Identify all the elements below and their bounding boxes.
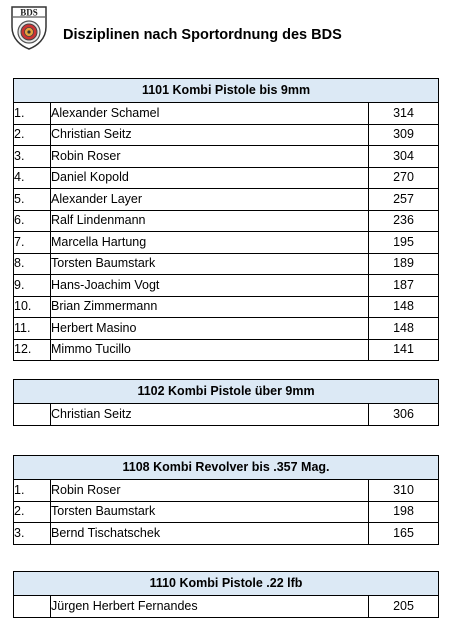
rank-cell: 11. (14, 318, 51, 340)
name-cell: Alexander Layer (51, 189, 369, 211)
table-row (14, 296, 439, 318)
rank-cell: 5. (14, 189, 51, 211)
logo-text: BDS (20, 7, 38, 18)
page-title: Disziplinen nach Sportordnung des BDS (63, 27, 342, 43)
table-row (14, 275, 439, 297)
table-row (14, 253, 439, 275)
points-cell: 187 (369, 275, 439, 297)
name-cell: Daniel Kopold (51, 167, 369, 189)
table-row (14, 232, 439, 254)
rank-cell: 2. (14, 124, 51, 146)
points-cell: 306 (369, 404, 439, 426)
rank-cell: 12. (14, 339, 51, 361)
discipline-heading: 1101 Kombi Pistole bis 9mm (14, 79, 439, 103)
points-cell: 148 (369, 296, 439, 318)
rank-cell: 10. (14, 296, 51, 318)
table-row (14, 339, 439, 361)
table-row (14, 146, 439, 168)
name-cell: Alexander Schamel (51, 103, 369, 125)
points-cell: 309 (369, 124, 439, 146)
rank-cell: 1. (14, 103, 51, 125)
table-row (14, 480, 439, 502)
name-cell: Torsten Baumstark (51, 501, 369, 523)
name-cell: Marcella Hartung (51, 232, 369, 254)
rank-cell: 3. (14, 523, 51, 545)
discipline-table-1110 (13, 571, 439, 618)
bds-logo (9, 5, 49, 51)
rank-cell: 1. (14, 480, 51, 502)
discipline-heading: 1110 Kombi Pistole .22 lfb (14, 572, 439, 596)
table-row (14, 124, 439, 146)
name-cell: Robin Roser (51, 146, 369, 168)
name-cell: Jürgen Herbert Fernandes (51, 596, 369, 618)
rank-cell: 4. (14, 167, 51, 189)
points-cell: 270 (369, 167, 439, 189)
points-cell: 189 (369, 253, 439, 275)
discipline-heading: 1102 Kombi Pistole über 9mm (14, 380, 439, 404)
name-cell: Ralf Lindenmann (51, 210, 369, 232)
bds-shield-icon (9, 5, 49, 51)
discipline-heading: 1108 Kombi Revolver bis .357 Mag. (14, 456, 439, 480)
points-cell: 314 (369, 103, 439, 125)
name-cell: Bernd Tischatschek (51, 523, 369, 545)
points-cell: 236 (369, 210, 439, 232)
name-cell: Mimmo Tucillo (51, 339, 369, 361)
discipline-table-1102 (13, 379, 439, 426)
rank-cell: 2. (14, 501, 51, 523)
table-row (14, 103, 439, 125)
discipline-table-1101 (13, 78, 439, 361)
points-cell: 205 (369, 596, 439, 618)
name-cell: Brian Zimmermann (51, 296, 369, 318)
name-cell: Herbert Masino (51, 318, 369, 340)
table-row (14, 167, 439, 189)
points-cell: 198 (369, 501, 439, 523)
rank-cell (14, 404, 51, 426)
name-cell: Robin Roser (51, 480, 369, 502)
table-row (14, 404, 439, 426)
rank-cell: 6. (14, 210, 51, 232)
table-row (14, 596, 439, 618)
table-row (14, 189, 439, 211)
name-cell: Hans-Joachim Vogt (51, 275, 369, 297)
points-cell: 195 (369, 232, 439, 254)
rank-cell: 9. (14, 275, 51, 297)
name-cell: Christian Seitz (51, 124, 369, 146)
rank-cell: 7. (14, 232, 51, 254)
table-row (14, 523, 439, 545)
rank-cell: 8. (14, 253, 51, 275)
name-cell: Torsten Baumstark (51, 253, 369, 275)
table-row (14, 501, 439, 523)
points-cell: 141 (369, 339, 439, 361)
table-row (14, 318, 439, 340)
points-cell: 257 (369, 189, 439, 211)
rank-cell: 3. (14, 146, 51, 168)
points-cell: 304 (369, 146, 439, 168)
table-row (14, 210, 439, 232)
points-cell: 310 (369, 480, 439, 502)
points-cell: 165 (369, 523, 439, 545)
rank-cell (14, 596, 51, 618)
points-cell: 148 (369, 318, 439, 340)
discipline-table-1108 (13, 455, 439, 545)
name-cell: Christian Seitz (51, 404, 369, 426)
